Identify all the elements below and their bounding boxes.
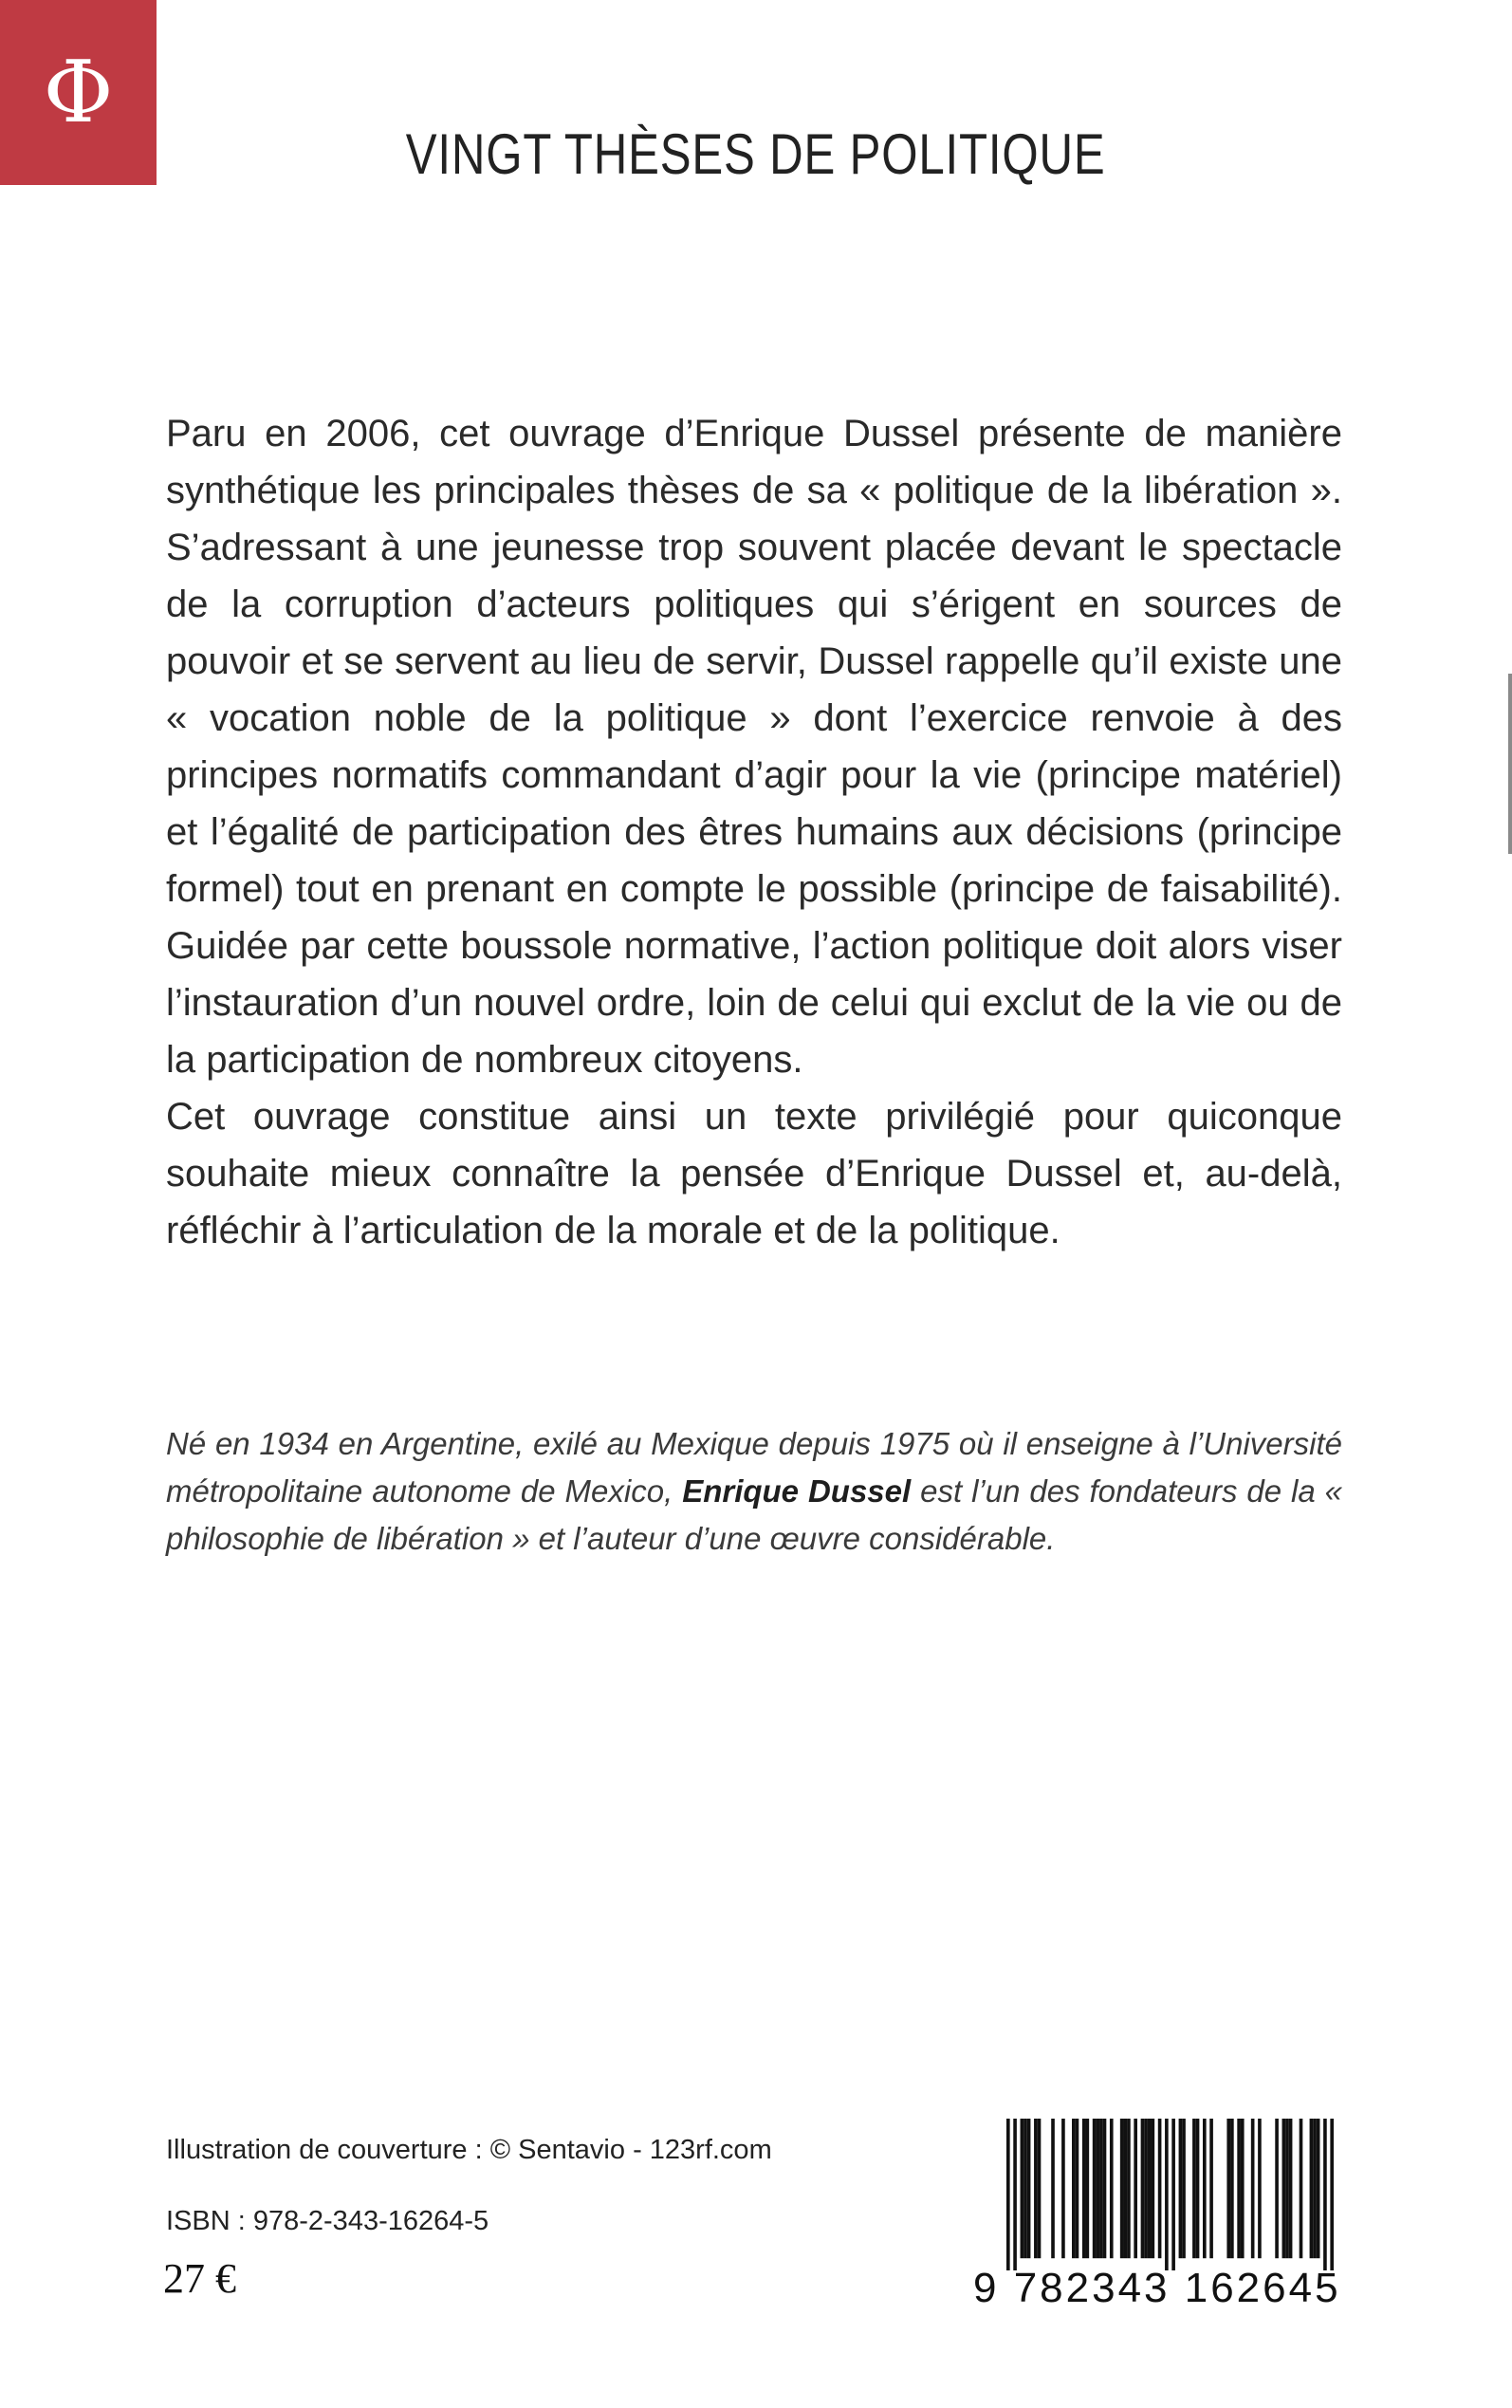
barcode-bar — [1006, 2119, 1010, 2270]
barcode-bar — [1241, 2119, 1245, 2258]
barcode-bar — [1251, 2119, 1255, 2258]
book-summary — [166, 405, 1342, 1259]
barcode-bar — [1282, 2119, 1286, 2258]
barcode-bar — [1027, 2119, 1031, 2258]
summary-paragraph-1: Paru en 2006, cet ouvrage d’Enrique Dussel présente de manière synthétique les principales thèses de sa « politique de la libération ». S’adressant à une jeunesse trop souvent placée devant le spectacle de la corruption d’acteurs politiques qui s’érigent en sources de pouvoir et se servent au lieu de servir, Dussel rappelle qu’il existe une « vocation noble de la politique » dont l’exercice renvoie à des principes normatifs commandant d’agir pour la vie (principe matériel) et l’égalité de participation des êtres humains aux décisions (principe formel) tout en prenant en compte le possible (principe de faisabilité). Guidée par cette boussole normative, l’action politique doit alors viser l’instauration d’un nouvel ordre, loin de celui qui exclut de la vie ou de la participation de nombreux citoyens. — [166, 413, 1342, 1081]
barcode-bar — [1134, 2119, 1137, 2258]
isbn-barcode — [973, 2119, 1348, 2313]
barcode-bar — [1093, 2119, 1097, 2258]
barcode-bar — [1313, 2119, 1317, 2258]
barcode-bar — [1152, 2119, 1155, 2258]
barcode-bar — [1182, 2119, 1186, 2258]
phi-icon: Φ — [43, 42, 114, 142]
cover-illustration-credit: Illustration de couverture : © Sentavio - 123rf.com — [166, 2135, 772, 2165]
barcode-bar — [1165, 2119, 1169, 2270]
barcode-bar — [1258, 2119, 1262, 2258]
author-bio-intro: Né en 1934 en Argentine, exilé au Mexique depuis 1975 où il enseigne à l’Université métropolitaine autonome de Mexico, — [166, 1426, 1342, 1509]
barcode-bar — [1330, 2119, 1334, 2270]
barcode-bar — [1310, 2119, 1314, 2258]
barcode-bar — [1171, 2119, 1175, 2270]
barcode-bar — [1127, 2119, 1131, 2258]
barcode-bar — [1123, 2119, 1127, 2258]
barcode-digits: 9 782343 162645 — [973, 2265, 1341, 2311]
barcode-bar — [1034, 2119, 1038, 2258]
barcode-bar — [1096, 2119, 1099, 2258]
barcode-bar — [1323, 2119, 1327, 2270]
author-bio-rest: est l’un des fondateurs de la « philosophie de libération » et l’auteur d’une œuvre considérable. — [166, 1473, 1342, 1556]
barcode-bar — [1051, 2119, 1055, 2258]
barcode-bar — [1237, 2119, 1241, 2258]
barcode-bar — [1141, 2119, 1145, 2258]
barcode-bar — [1144, 2119, 1148, 2258]
barcode-bar — [1099, 2119, 1103, 2258]
barcode-bar — [1317, 2119, 1320, 2258]
barcode-bar — [1158, 2119, 1162, 2258]
barcode-bar — [1086, 2119, 1090, 2258]
barcode-bar — [1275, 2119, 1279, 2258]
barcode-bar — [1013, 2119, 1017, 2270]
barcode-bar — [1209, 2119, 1213, 2258]
summary-paragraph-2: Cet ouvrage constitue ainsi un texte privilégié pour quiconque souhaite mieux connaître la pensée d’Enrique Dussel et, au-delà, réfléchir à l’articulation de la morale et de la politique. — [166, 1096, 1342, 1251]
barcode-bar — [1179, 2119, 1183, 2258]
barcode-bar — [1061, 2119, 1065, 2258]
barcode-bar — [1148, 2119, 1152, 2258]
barcode-bar — [1076, 2119, 1079, 2258]
barcode-bar — [1110, 2119, 1114, 2258]
barcode-bar — [1072, 2119, 1076, 2258]
barcode-bar — [1196, 2119, 1200, 2258]
barcode-bar — [1289, 2119, 1293, 2258]
barcode-bar — [1021, 2119, 1024, 2258]
barcode-bar — [1300, 2119, 1303, 2258]
barcode-bar — [1023, 2119, 1027, 2258]
barcode-bar — [1285, 2119, 1289, 2258]
author-name: Enrique Dussel — [682, 1473, 912, 1509]
barcode-bars — [1006, 2119, 1334, 2270]
barcode-bar — [1103, 2119, 1107, 2258]
barcode-bar — [1226, 2119, 1230, 2258]
author-bio — [166, 1420, 1342, 1563]
barcode-bar — [1038, 2119, 1042, 2258]
barcode-bar — [1192, 2119, 1196, 2258]
barcode-bar — [1082, 2119, 1086, 2258]
publisher-logo — [0, 0, 157, 185]
isbn-number: ISBN : 978-2-343-16264-5 — [166, 2206, 489, 2236]
price-label: 27 € — [163, 2255, 236, 2302]
book-title: VINGT THÈSES DE POLITIQUE — [405, 122, 1106, 186]
barcode-bar — [1230, 2119, 1234, 2258]
barcode-bar — [1203, 2119, 1207, 2258]
barcode-bar — [1120, 2119, 1124, 2258]
page-edge-mark — [1508, 674, 1512, 854]
